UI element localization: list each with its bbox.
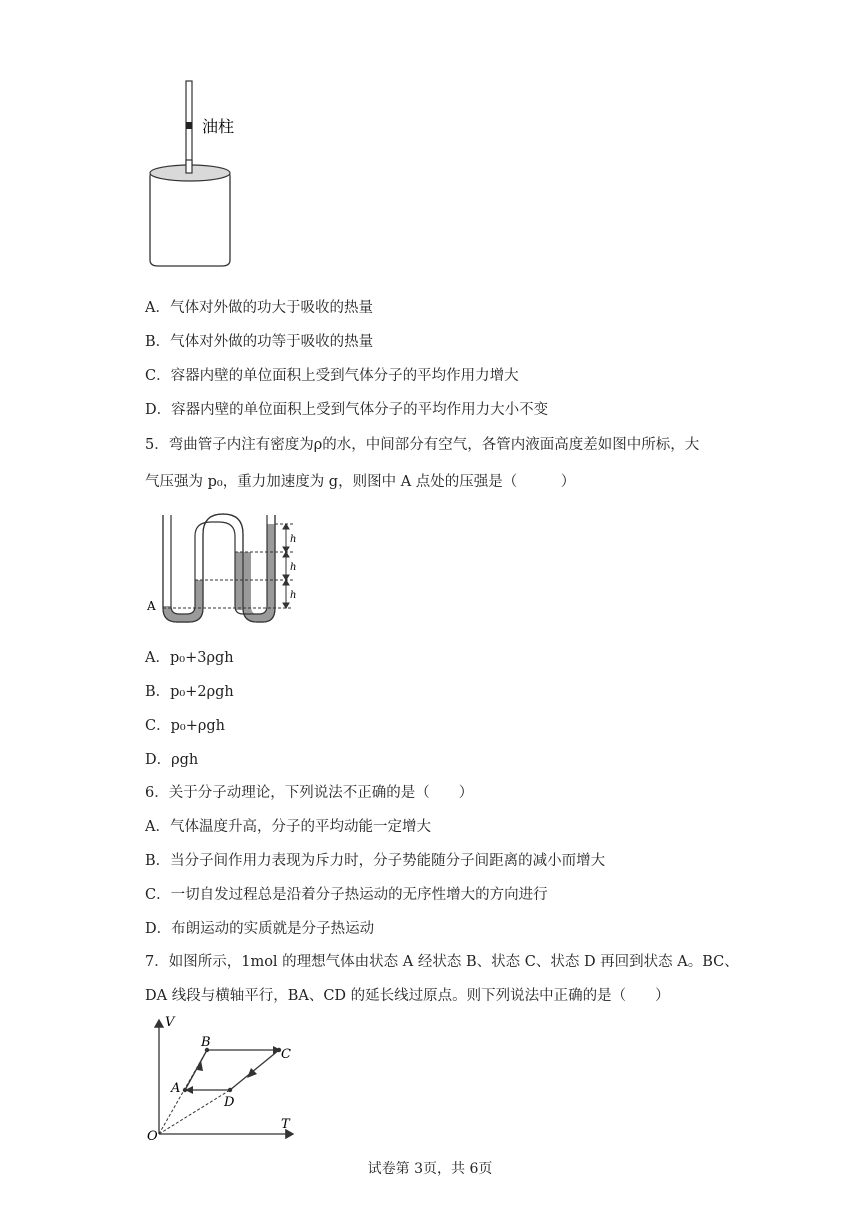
q4-option-a: A．气体对外做的功大于吸收的热量 — [145, 300, 373, 316]
q5-option-b: B．p₀+2ρgh — [145, 684, 234, 700]
h-label-3: h — [290, 590, 297, 601]
q6-stem: 6．关于分子动理论，下列说法不正确的是（ ） — [145, 785, 474, 801]
point-d: D — [224, 1095, 235, 1110]
oil-column-jar-figure — [140, 78, 260, 273]
q5-option-c: C．p₀+ρgh — [145, 718, 225, 734]
q6-option-c: C．一切自发过程总是沿着分子热运动的无序性增大的方向进行 — [145, 887, 548, 903]
q7-stem-line2: DA 线段与横轴平行，BA、CD 的延长线过原点。则下列说法中正确的是（ ） — [145, 988, 670, 1004]
page-footer: 试卷第 3页，共 6页 — [367, 1161, 493, 1177]
q5-option-a: A．p₀+3ρgh — [145, 650, 234, 666]
q5-stem-line1: 5．弯曲管子内注有密度为ρ的水，中间部分有空气，各管内液面高度差如图中所标，大 — [145, 437, 700, 453]
q5-stem-line2: 气压强为 p₀，重力加速度为 g，则图中 A 点处的压强是（ ） — [145, 474, 576, 490]
q4-option-c: C．容器内壁的单位面积上受到气体分子的平均作用力增大 — [145, 368, 519, 384]
h-label-2: h — [290, 562, 297, 573]
q4-option-b: B．气体对外做的功等于吸收的热量 — [145, 334, 374, 350]
point-c: C — [281, 1047, 291, 1062]
axis-v-label: V — [165, 1015, 175, 1030]
point-b: B — [201, 1035, 211, 1050]
oil-column-label: 油柱 — [202, 117, 235, 136]
v-t-diagram — [145, 1012, 305, 1142]
q4-option-d: D．容器内壁的单位面积上受到气体分子的平均作用力大小不变 — [145, 402, 549, 418]
q6-option-d: D．布朗运动的实质就是分子热运动 — [145, 921, 375, 937]
u-tube-figure — [145, 510, 315, 635]
q6-option-a: A．气体温度升高，分子的平均动能一定增大 — [145, 819, 431, 835]
q6-option-b: B．当分子间作用力表现为斥力时，分子势能随分子间距离的减小而增大 — [145, 853, 606, 869]
point-a: A — [171, 1081, 181, 1096]
q7-stem-line1: 7．如图所示，1mol 的理想气体由状态 A 经状态 B、状态 C、状态 D 再回到状态 A。BC、 — [145, 954, 739, 970]
origin-label: O — [147, 1129, 158, 1142]
q5-option-d: D．ρgh — [145, 752, 199, 768]
h-label-1: h — [290, 534, 297, 545]
axis-t-label: T — [281, 1117, 290, 1132]
point-a-label: A — [147, 599, 156, 613]
